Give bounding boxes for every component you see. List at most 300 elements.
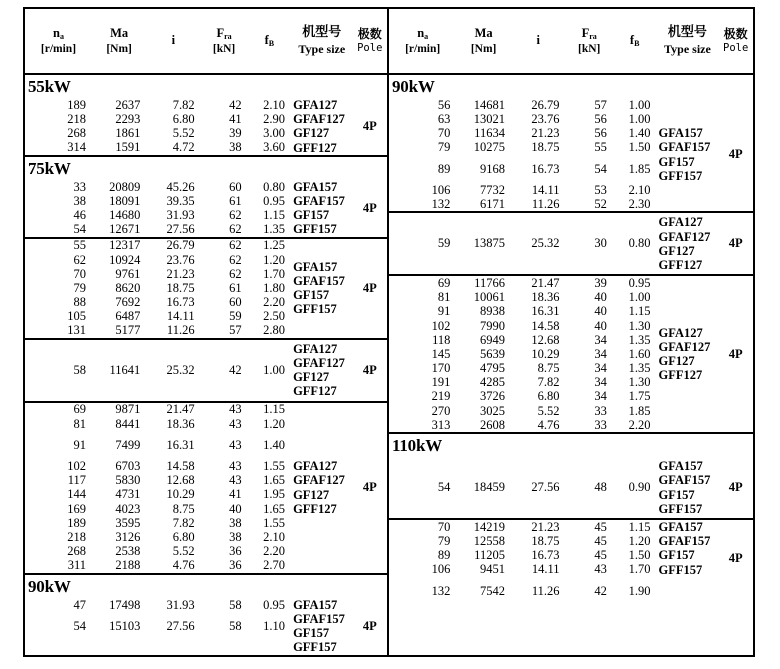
cell-i: 4.72 (172, 140, 195, 155)
cell-fb: 1.30 (628, 318, 651, 333)
cell-ma: 12558 (473, 534, 505, 548)
cell-i: 7.82 (537, 375, 560, 390)
type-size-name: GFAF127 (293, 112, 345, 127)
cell-ma: 2293 (115, 112, 141, 127)
cell-ma: 14680 (109, 207, 141, 222)
header-na-symbol: $n_a$ (53, 26, 64, 42)
table-row[interactable] (25, 222, 291, 236)
cell-fb: 1.75 (628, 389, 651, 404)
cell-ma: 9761 (115, 266, 141, 281)
table-row[interactable] (25, 324, 291, 338)
header-fb-symbol: $f_B$ (264, 33, 275, 49)
header-fb (248, 33, 291, 48)
data-rows (389, 276, 657, 432)
cell-fb: 2.10 (263, 529, 286, 544)
table-row[interactable] (25, 267, 291, 281)
cell-fb: 1.85 (628, 161, 651, 176)
pole-cell: 4P (728, 147, 743, 162)
cell-na: 102 (431, 318, 451, 333)
cell-i: 45.26 (166, 179, 195, 194)
data-rows (389, 213, 657, 274)
header-pole (718, 27, 753, 56)
cell-fra: 54 (594, 161, 607, 176)
cell-fra: 57 (594, 97, 607, 112)
power-section (25, 75, 387, 157)
pole-cell: 4P (362, 280, 377, 295)
type-size-cell (291, 340, 353, 401)
cell-fb: 1.85 (628, 403, 651, 418)
data-rows (25, 403, 291, 573)
cell-na: 191 (431, 375, 451, 390)
table-row[interactable] (389, 584, 657, 598)
ratio-block (25, 239, 387, 340)
cell-i: 14.58 (531, 318, 560, 333)
cell-na: 59 (437, 236, 451, 251)
table-row[interactable] (25, 295, 291, 309)
table-row[interactable] (25, 281, 291, 295)
cell-fra: 38 (229, 140, 242, 155)
table-row[interactable] (25, 208, 291, 222)
cell-ma: 4023 (115, 501, 141, 516)
header-na-unit: [r/min] (405, 42, 441, 55)
cell-fb: 0.80 (263, 179, 286, 194)
cell-fb: 1.90 (628, 583, 651, 598)
cell-ma: 9451 (479, 562, 505, 577)
type-size-name: GFA127 (293, 341, 338, 356)
ratio-block (25, 180, 387, 239)
cell-fra: 55 (594, 140, 607, 155)
cell-na: 145 (431, 346, 451, 361)
type-size-cell (291, 180, 353, 237)
table-row[interactable] (25, 363, 291, 377)
header-ma-symbol: Ma (110, 26, 129, 41)
table-half-left (25, 9, 389, 655)
header-fra-symbol: $F_{ra}$ (216, 26, 232, 42)
table-row[interactable] (389, 319, 657, 333)
table-half-right (389, 9, 753, 655)
type-size-name: GFF127 (658, 257, 703, 272)
cell-i: 10.29 (531, 346, 560, 361)
header-ma-unit: [Nm] (470, 42, 497, 55)
cell-fb: 1.20 (628, 534, 651, 548)
cell-fra: 43 (229, 402, 242, 417)
data-rows (25, 340, 291, 401)
cell-i: 12.68 (166, 473, 195, 488)
type-size-name: GF127 (293, 487, 330, 502)
cell-na: 69 (437, 275, 451, 290)
table-row[interactable] (389, 404, 657, 418)
type-size-name: GFAF127 (293, 473, 345, 488)
cell-ma: 18459 (473, 480, 505, 495)
cell-i: 8.75 (172, 501, 195, 516)
cell-fb: 3.00 (263, 126, 286, 141)
table-row[interactable] (389, 347, 657, 361)
cell-fra: 43 (229, 416, 242, 431)
cell-ma: 6949 (479, 332, 505, 347)
table-row[interactable] (25, 98, 291, 112)
cell-fb: 1.35 (263, 222, 286, 237)
cell-fra: 36 (229, 558, 242, 573)
table-row[interactable] (389, 126, 657, 140)
table-row[interactable] (389, 162, 657, 176)
power-section (25, 157, 387, 575)
power-rating-label: 75kW (28, 158, 71, 178)
cell-ma: 13021 (473, 112, 505, 127)
cell-na: 218 (67, 529, 87, 544)
cell-ma: 9871 (115, 402, 141, 417)
type-size-name: GFF157 (293, 302, 337, 317)
table-row[interactable] (25, 502, 291, 516)
table-row[interactable] (25, 194, 291, 208)
cell-na: 132 (431, 583, 451, 598)
cell-fb: 2.90 (263, 112, 286, 127)
header-na-symbol: $n_a$ (417, 26, 429, 42)
ratio-block (25, 98, 387, 157)
pole-cell: 4P (728, 480, 743, 495)
cell-i: 21.47 (531, 275, 560, 290)
cell-ma: 14681 (473, 97, 505, 112)
cell-ma: 5177 (115, 323, 141, 338)
cell-ma: 2188 (115, 558, 141, 573)
cell-fra: 62 (229, 266, 242, 281)
cell-ma: 5639 (479, 346, 505, 361)
cell-fb: 1.00 (263, 362, 286, 377)
table-row[interactable] (389, 290, 657, 304)
table-row[interactable] (389, 548, 657, 562)
cell-na: 105 (67, 309, 87, 324)
header-fra-symbol: $F_{ra}$ (581, 26, 597, 42)
table-row[interactable] (25, 126, 291, 140)
table-row[interactable] (389, 534, 657, 548)
table-row[interactable] (389, 183, 657, 197)
type-size-name: GFA157 (293, 597, 338, 612)
table-row[interactable] (389, 112, 657, 126)
cell-na: 170 (431, 361, 451, 376)
header-i (146, 33, 200, 48)
type-size-name: GFA157 (658, 126, 703, 141)
header-na (25, 26, 92, 55)
cell-ma: 10924 (109, 252, 141, 267)
table-row[interactable] (389, 98, 657, 112)
cell-fra: 40 (594, 318, 607, 333)
pole-cell: 4P (728, 551, 743, 566)
cell-fra: 40 (594, 290, 607, 305)
cell-na: 70 (437, 519, 451, 534)
cell-i: 5.52 (537, 403, 560, 418)
cell-na: 117 (67, 473, 87, 488)
cell-i: 14.11 (166, 309, 195, 324)
cell-ma: 3025 (479, 403, 505, 418)
spec-table (23, 7, 755, 657)
cell-fb: 2.10 (628, 182, 651, 197)
column-header-right (389, 9, 753, 75)
cell-fra: 43 (229, 459, 242, 474)
cell-fra: 56 (594, 112, 607, 127)
cell-i: 5.52 (172, 126, 195, 141)
table-body-right (389, 75, 753, 655)
cell-na: 62 (73, 252, 87, 267)
table-row[interactable] (25, 598, 291, 612)
cell-i: 7.82 (172, 515, 195, 530)
type-size-name: GFAF157 (658, 140, 711, 155)
type-size-name: GFF157 (293, 640, 337, 655)
cell-na: 63 (437, 112, 451, 127)
cell-fb: 1.95 (263, 487, 286, 502)
cell-na: 189 (67, 97, 87, 112)
cell-ma: 7732 (479, 182, 505, 197)
cell-fra: 58 (229, 618, 242, 633)
cell-fb: 1.00 (628, 112, 651, 127)
cell-fb: 3.60 (263, 140, 286, 155)
data-rows (25, 98, 291, 155)
cell-na: 118 (432, 332, 451, 347)
ratio-block (389, 276, 753, 434)
table-row[interactable] (25, 438, 291, 452)
cell-na: 91 (437, 304, 451, 319)
cell-ma: 17498 (109, 597, 141, 612)
table-row[interactable] (389, 418, 657, 432)
cell-fb: 1.65 (263, 501, 286, 516)
cell-fb: 2.30 (628, 196, 651, 211)
table-row[interactable] (25, 112, 291, 126)
table-row[interactable] (25, 488, 291, 502)
type-size-cell (657, 98, 719, 211)
cell-fra: 60 (229, 179, 242, 194)
cell-fb: 2.20 (263, 295, 286, 310)
type-size-name: GFAF127 (658, 229, 711, 244)
cell-fb: 1.15 (628, 304, 651, 319)
cell-i: 4.76 (172, 558, 195, 573)
cell-ma: 6171 (479, 196, 505, 211)
ratio-block (389, 98, 753, 213)
table-row[interactable] (389, 304, 657, 318)
cell-i: 16.31 (166, 437, 195, 452)
power-rating-label: 90kW (392, 77, 435, 96)
type-size-cell (291, 403, 353, 573)
cell-fb: 1.15 (628, 519, 651, 534)
body-filler (389, 598, 753, 655)
pole-cell: 4P (362, 200, 377, 215)
cell-fb: 2.20 (628, 417, 651, 432)
cell-i: 6.80 (172, 529, 195, 544)
cell-fb: 1.15 (263, 402, 286, 417)
cell-fra: 40 (229, 501, 242, 516)
column-header-left (25, 9, 387, 75)
cell-fra: 34 (594, 361, 607, 376)
cell-i: 4.76 (537, 417, 560, 432)
type-size-name: GFA157 (293, 259, 338, 274)
header-type-size-cn: 机型号 (667, 25, 707, 41)
cell-ma: 2608 (479, 417, 505, 432)
cell-fra: 39 (594, 275, 607, 290)
cell-i: 25.32 (531, 236, 560, 251)
type-size-name: GFAF127 (658, 339, 711, 354)
type-size-name: GFF127 (293, 501, 337, 516)
cell-fb: 0.80 (628, 236, 651, 251)
table-row[interactable] (389, 520, 657, 534)
cell-ma: 11641 (109, 362, 141, 377)
cell-fb: 1.55 (263, 515, 286, 530)
cell-i: 21.23 (166, 266, 195, 281)
cell-fra: 45 (594, 519, 607, 534)
cell-fb: 1.30 (628, 375, 651, 390)
table-body-left (25, 75, 387, 655)
cell-na: 311 (67, 558, 87, 573)
cell-i: 12.68 (531, 332, 560, 347)
table-row[interactable] (25, 530, 291, 544)
type-size-name: GFF127 (293, 384, 337, 399)
header-fra (566, 26, 613, 55)
power-section (25, 575, 387, 655)
cell-na: 58 (73, 362, 87, 377)
cell-na: 314 (67, 140, 87, 155)
table-row[interactable] (25, 459, 291, 473)
cell-i: 21.23 (531, 126, 560, 141)
table-row[interactable] (25, 180, 291, 194)
table-row[interactable] (389, 197, 657, 211)
table-row[interactable] (389, 390, 657, 404)
cell-ma: 12317 (109, 238, 141, 253)
cell-fb: 1.00 (628, 290, 651, 305)
table-row[interactable] (25, 473, 291, 487)
cell-fra: 62 (229, 207, 242, 222)
cell-i: 18.75 (531, 140, 560, 155)
cell-na: 268 (67, 126, 87, 141)
cell-fra: 42 (594, 583, 607, 598)
cell-na: 219 (431, 389, 451, 404)
cell-ma: 6487 (115, 309, 141, 324)
cell-ma: 7990 (479, 318, 505, 333)
type-size-name: GF127 (658, 243, 695, 258)
cell-na: 54 (437, 480, 451, 495)
header-ma-unit: [Nm] (106, 42, 132, 55)
table-row[interactable] (389, 480, 657, 494)
cell-i: 14.58 (166, 459, 195, 474)
table-row[interactable] (25, 619, 291, 633)
cell-fb: 1.15 (263, 207, 286, 222)
header-i-symbol: i (171, 33, 176, 48)
cell-ma: 7499 (115, 437, 141, 452)
type-size-name: GFAF157 (658, 473, 711, 488)
cell-na: 132 (431, 196, 451, 211)
cell-na: 270 (431, 403, 451, 418)
type-size-name: GFAF127 (293, 356, 345, 371)
cell-i: 10.29 (166, 487, 195, 502)
cell-fra: 34 (594, 332, 607, 347)
type-size-name: GFF127 (658, 368, 703, 383)
header-na-unit: [r/min] (40, 42, 77, 55)
cell-i: 25.32 (166, 362, 195, 377)
cell-na: 70 (437, 126, 451, 141)
cell-i: 18.75 (166, 280, 195, 295)
type-size-name: GF127 (293, 126, 330, 141)
header-i (511, 33, 566, 48)
cell-fra: 43 (594, 562, 607, 577)
cell-ma: 7542 (479, 583, 505, 598)
table-row[interactable] (25, 403, 291, 417)
table-row[interactable] (25, 516, 291, 530)
pole-cell: 4P (362, 118, 377, 133)
type-size-name: GFA127 (293, 98, 338, 112)
table-row[interactable] (389, 141, 657, 155)
type-size-name: GF157 (658, 154, 695, 169)
table-row[interactable] (389, 375, 657, 389)
ratio-block (389, 520, 753, 598)
table-row[interactable] (389, 333, 657, 347)
data-rows (389, 98, 657, 211)
table-row[interactable] (25, 417, 291, 431)
body-filler (25, 654, 387, 655)
header-ma-symbol: Ma (474, 26, 493, 41)
cell-fb: 0.95 (263, 597, 286, 612)
cell-fra: 48 (594, 480, 607, 495)
cell-fra: 57 (229, 323, 242, 338)
cell-fra: 61 (229, 280, 242, 295)
table-row[interactable] (389, 237, 657, 251)
cell-na: 106 (431, 562, 451, 577)
pole-cell: 4P (728, 236, 743, 251)
cell-i: 16.31 (531, 304, 560, 319)
cell-i: 39.35 (166, 193, 195, 208)
type-size-name: GFF157 (293, 222, 337, 237)
cell-ma: 8938 (479, 304, 505, 319)
header-fra-unit: [kN] (212, 42, 236, 55)
cell-ma: 13875 (473, 236, 505, 251)
power-rating-label: 110kW (392, 436, 443, 456)
cell-fb: 0.95 (263, 193, 286, 208)
table-row[interactable] (25, 239, 291, 253)
cell-fb: 1.65 (263, 473, 286, 488)
cell-fra: 42 (229, 362, 242, 377)
header-pole-en: Pole (723, 41, 749, 54)
cell-na: 81 (437, 290, 451, 305)
cell-na: 106 (431, 182, 451, 197)
cell-ma: 5830 (115, 473, 141, 488)
cell-ma: 11766 (474, 275, 505, 290)
header-ma (92, 26, 146, 55)
table-row[interactable] (25, 558, 291, 572)
cell-ma: 4285 (479, 375, 505, 390)
table-row[interactable] (389, 361, 657, 375)
cell-i: 14.11 (531, 562, 560, 577)
table-row[interactable] (389, 276, 657, 290)
cell-fb: 1.55 (263, 459, 286, 474)
power-section (389, 434, 753, 598)
type-size-name: GFA127 (658, 215, 703, 230)
cell-fra: 38 (229, 529, 242, 544)
data-rows (25, 598, 291, 655)
cell-fra: 61 (229, 193, 242, 208)
cell-i: 18.36 (531, 290, 560, 305)
cell-ma: 12671 (109, 222, 141, 237)
table-row[interactable] (25, 141, 291, 155)
data-rows (25, 239, 291, 338)
cell-na: 54 (73, 222, 87, 237)
type-size-cell (657, 213, 719, 274)
table-row[interactable] (389, 563, 657, 577)
cell-na: 47 (73, 597, 87, 612)
cell-ma: 7692 (115, 295, 141, 310)
type-size-name: GFAF157 (293, 193, 345, 208)
table-row[interactable] (25, 544, 291, 558)
header-fra (201, 26, 248, 55)
cell-na: 55 (73, 238, 87, 253)
table-row[interactable] (25, 309, 291, 323)
cell-i: 6.80 (172, 112, 195, 127)
table-row[interactable] (25, 253, 291, 267)
type-size-name: GFAF157 (293, 273, 345, 288)
cell-i: 26.79 (166, 238, 195, 253)
